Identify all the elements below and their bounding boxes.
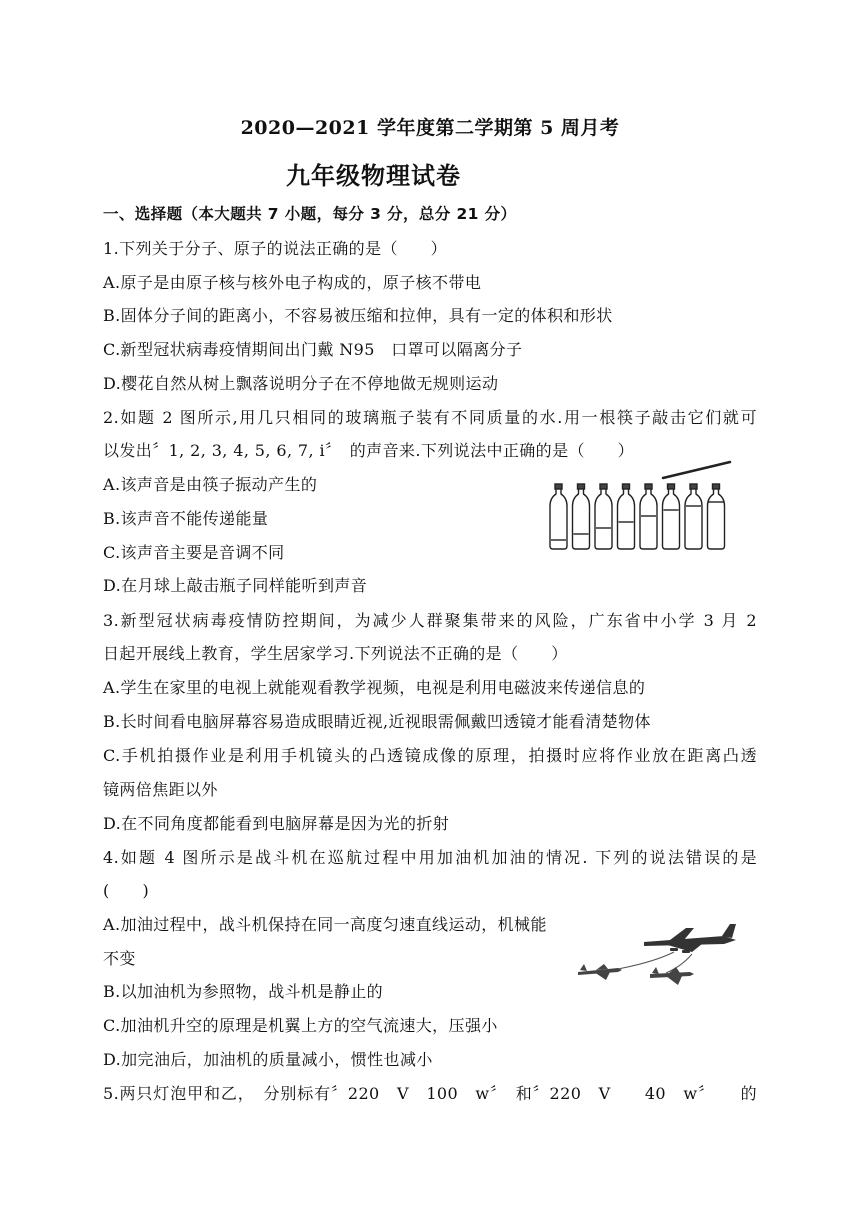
bottles-figure [546,460,736,552]
bottle [573,484,590,549]
q4-stem-line2: ( ) [103,881,150,900]
q3-option-d: D.在不同角度都能看到电脑屏幕是因为光的折射 [103,814,450,833]
q2-stem-line1: 2.如题 2 图所示,用几只相同的玻璃瓶子装有不同质量的水.用一根筷子敲击它们就可 [103,408,757,427]
q1-option-d: D.樱花自然从树上飘落说明分子在不停地做无规则运动 [103,374,499,393]
q4-stem-line1: 4.如题 4 图所示是战斗机在巡航过程中用加油机加油的情况. 下列的说法错误的是 [103,848,757,867]
exam-subtitle: 九年级物理试卷 [286,162,461,190]
bottle [618,484,635,549]
q2-option-b: B.该声音不能传递能量 [103,509,269,528]
bottle [640,484,657,549]
bottle [708,484,725,549]
exam-title: 2020—2021 学年度第二学期第 5 周月考 [240,117,620,139]
q4-option-d: D.加完油后，加油机的质量减小，惯性也减小 [103,1050,433,1069]
q3-option-c-line1: C.手机拍摄作业是利用手机镜头的凸透镜成像的原理，拍摄时应将作业放在距离凸透 [103,746,757,765]
bottle [550,484,567,549]
q3-stem-line1: 3.新型冠状病毒疫情防控期间，为减少人群聚集带来的风险，广东省中小学 3 月 2 [103,611,757,630]
q4-option-a-line2: 不变 [103,949,136,968]
section-heading: 一、选择题（本大题共 7 小题，每分 3 分，总分 21 分） [103,205,517,223]
q1-option-b: B.固体分子间的距离小，不容易被压缩和拉伸，具有一定的体积和形状 [103,306,613,325]
q1-option-a: A.原子是由原子核与核外电子构成的，原子核不带电 [103,273,482,292]
q2-option-a: A.该声音是由筷子振动产生的 [103,475,318,494]
bottle [595,484,612,549]
refueling-aircraft-figure [574,922,740,992]
q4-option-b: B.以加油机为参照物，战斗机是静止的 [103,982,384,1001]
bottle [663,484,680,549]
q4-option-a-line1: A.加油过程中，战斗机保持在同一高度匀速直线运动，机械能 [103,915,547,934]
q3-option-b: B.长时间看电脑屏幕容易造成眼睛近视,近视眼需佩戴凹透镜才能看清楚物体 [103,712,651,731]
q3-option-a: A.学生在家里的电视上就能观看教学视频，电视是利用电磁波来传递信息的 [103,678,646,697]
bottle [685,484,702,549]
q3-option-c-line2: 镜两倍焦距以外 [103,780,218,799]
q2-option-c: C.该声音主要是音调不同 [103,543,285,562]
q2-stem-line2: 以发出〞1, 2, 3, 4, 5, 6, 7, i〞 的声音来.下列说法中正确的是（ ） [103,441,635,460]
q5-stem: 5.两只灯泡甲和乙， 分别标有〞220 V 100 w〞 和〞220 V 40 w〞 的 [103,1084,757,1103]
q3-stem-line2: 日起开展线上教育，学生居家学习.下列说法不正确的是（ ） [103,644,568,663]
q2-option-d: D.在月球上敲击瓶子同样能听到声音 [103,576,368,595]
q4-option-c: C.加油机升空的原理是机翼上方的空气流速大，压强小 [103,1016,498,1035]
q1-stem: 1.下列关于分子、原子的说法正确的是（ ） [103,239,448,258]
q1-option-c: C.新型冠状病毒疫情期间出门戴 N95 口罩可以隔离分子 [103,340,523,359]
